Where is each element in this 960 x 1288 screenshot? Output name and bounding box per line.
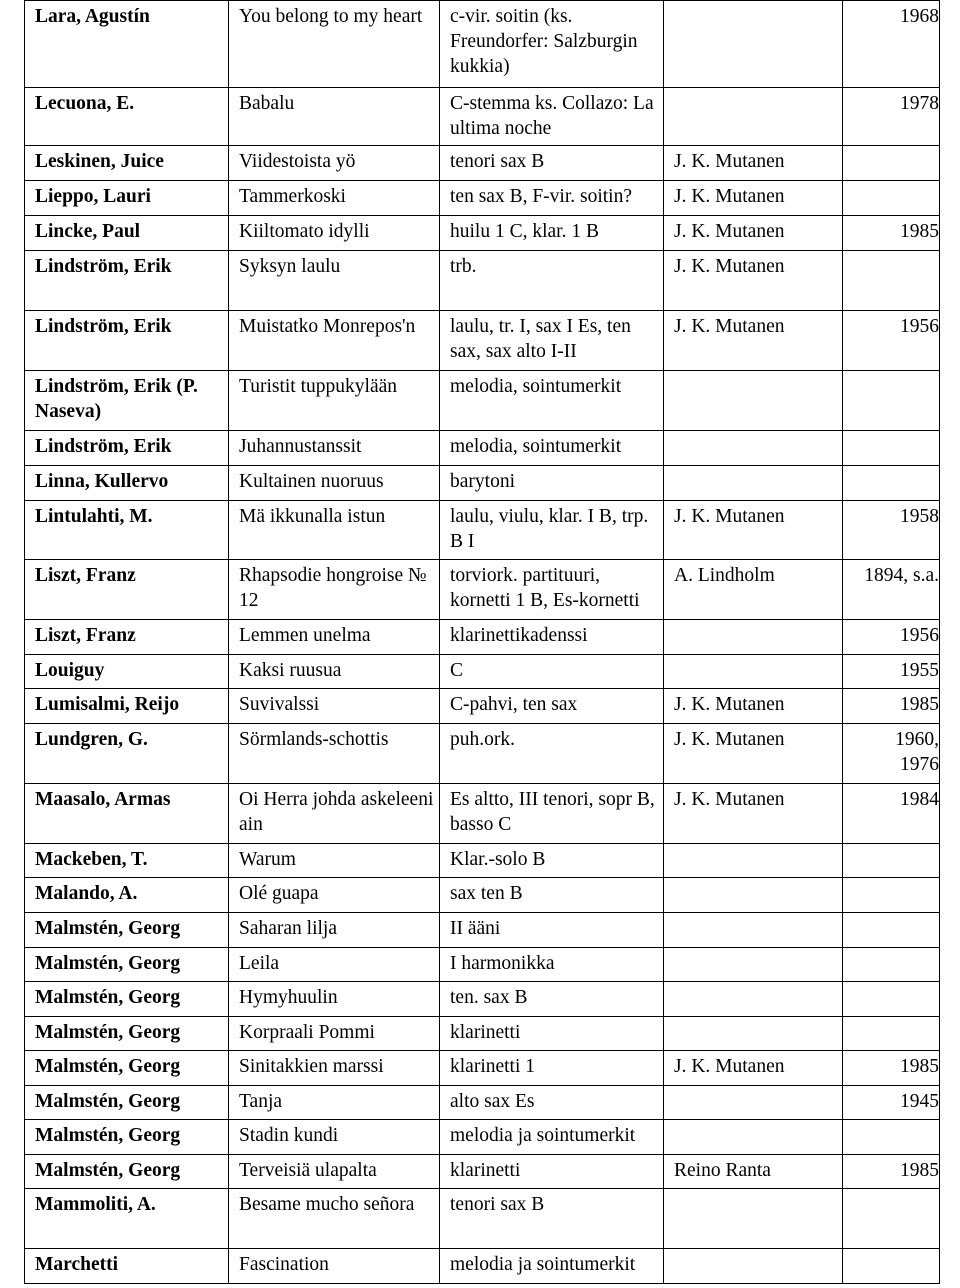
instrumentation-cell: melodia ja sointumerkit [440,1249,664,1284]
title-cell: Olé guapa [229,878,440,913]
composer-cell: Malmstén, Georg [25,1017,229,1051]
year-cell [843,1189,940,1249]
table-row [25,1189,940,1249]
title-cell: Sörmlands-schottis [229,724,440,784]
arranger-cell [664,1017,843,1051]
arranger-cell [664,620,843,655]
title-cell: Terveisiä ulapalta [229,1155,440,1189]
year-cell: 1958 [843,501,940,560]
title-cell: Warum [229,844,440,878]
instrumentation-cell: klarinetti 1 [440,1051,664,1086]
composer-cell: Marchetti [25,1249,229,1284]
year-cell: 1978 [843,88,940,146]
year-cell: 1956 [843,620,940,655]
composer-cell: Leskinen, Juice [25,146,229,181]
instrumentation-cell: c-vir. soitin (ks. Freundorfer: Salzburgin kukkia) [440,1,664,88]
year-cell: 1985 [843,1051,940,1086]
table-row [25,88,940,146]
arranger-cell [664,88,843,146]
arranger-cell [664,913,843,948]
arranger-cell [664,655,843,689]
table-row [25,1051,940,1086]
instrumentation-cell: klarinettikadenssi [440,620,664,655]
title-cell: Tanja [229,1086,440,1120]
arranger-cell [664,844,843,878]
table-row [25,1086,940,1120]
table-row [25,431,940,466]
composer-cell: Malmstén, Georg [25,1086,229,1120]
instrumentation-cell: I harmonikka [440,948,664,982]
table-row [25,1120,940,1155]
table-row [25,784,940,844]
composer-cell: Lindström, Erik [25,431,229,466]
table-row [25,1249,940,1284]
table-row [25,982,940,1017]
year-cell: 1984 [843,784,940,844]
composer-cell: Malmstén, Georg [25,913,229,948]
title-cell: Syksyn laulu [229,251,440,311]
instrumentation-cell: huilu 1 C, klar. 1 B [440,216,664,251]
title-cell: Kaksi ruusua [229,655,440,689]
arranger-cell: J. K. Mutanen [664,251,843,311]
title-cell: Juhannustanssit [229,431,440,466]
year-cell [843,251,940,311]
table-row [25,1155,940,1189]
year-cell: 1968 [843,1,940,88]
title-cell: Turistit tuppukylään [229,371,440,431]
arranger-cell: A. Lindholm [664,560,843,620]
composer-cell: Lara, Agustín [25,1,229,88]
composer-cell: Lincke, Paul [25,216,229,251]
sheet-music-catalog-table [24,0,940,1284]
title-cell: Fascination [229,1249,440,1284]
title-cell: Besame mucho señora [229,1189,440,1249]
title-cell: Sinitakkien marssi [229,1051,440,1086]
table-row [25,501,940,560]
title-cell: Muistatko Monrepos'n [229,311,440,371]
instrumentation-cell: klarinetti [440,1155,664,1189]
composer-cell: Linna, Kullervo [25,466,229,501]
table-row [25,689,940,724]
arranger-cell [664,431,843,466]
table-row [25,878,940,913]
table-row [25,466,940,501]
table-row [25,251,940,311]
instrumentation-cell: melodia ja sointumerkit [440,1120,664,1155]
arranger-cell [664,982,843,1017]
composer-cell: Mammoliti, A. [25,1189,229,1249]
arranger-cell: J. K. Mutanen [664,724,843,784]
instrumentation-cell: ten. sax B [440,982,664,1017]
arranger-cell [664,1086,843,1120]
arranger-cell [664,1,843,88]
year-cell [843,146,940,181]
instrumentation-cell: laulu, tr. I, sax I Es, ten sax, sax alto I-II [440,311,664,371]
title-cell: Babalu [229,88,440,146]
arranger-cell [664,878,843,913]
title-cell: Kiiltomato idylli [229,216,440,251]
table-row [25,1017,940,1051]
title-cell: Rhapsodie hongroise № 12 [229,560,440,620]
arranger-cell: J. K. Mutanen [664,1051,843,1086]
composer-cell: Malmstén, Georg [25,1155,229,1189]
arranger-cell: J. K. Mutanen [664,501,843,560]
table-row [25,371,940,431]
composer-cell: Liszt, Franz [25,560,229,620]
year-cell: 1985 [843,1155,940,1189]
instrumentation-cell: alto sax Es [440,1086,664,1120]
instrumentation-cell: tenori sax B [440,1189,664,1249]
composer-cell: Lundgren, G. [25,724,229,784]
instrumentation-cell: puh.ork. [440,724,664,784]
arranger-cell [664,1189,843,1249]
title-cell: Korpraali Pommi [229,1017,440,1051]
year-cell [843,913,940,948]
year-cell: 1955 [843,655,940,689]
year-cell [843,982,940,1017]
instrumentation-cell: tenori sax B [440,146,664,181]
arranger-cell: J. K. Mutanen [664,784,843,844]
instrumentation-cell: melodia, sointumerkit [440,431,664,466]
table-row [25,560,940,620]
instrumentation-cell: laulu, viulu, klar. I B, trp. B I [440,501,664,560]
instrumentation-cell: barytoni [440,466,664,501]
composer-cell: Liszt, Franz [25,620,229,655]
arranger-cell: J. K. Mutanen [664,689,843,724]
table-row [25,655,940,689]
instrumentation-cell: Es altto, III tenori, sopr B, basso C [440,784,664,844]
catalog-table-body [25,1,940,1284]
table-row [25,311,940,371]
instrumentation-cell: II ääni [440,913,664,948]
instrumentation-cell: trb. [440,251,664,311]
year-cell: 1956 [843,311,940,371]
instrumentation-cell: melodia, sointumerkit [440,371,664,431]
instrumentation-cell: Klar.-solo B [440,844,664,878]
title-cell: Suvivalssi [229,689,440,724]
instrumentation-cell: sax ten B [440,878,664,913]
title-cell: Kultainen nuoruus [229,466,440,501]
title-cell: Lemmen unelma [229,620,440,655]
composer-cell: Malmstén, Georg [25,1120,229,1155]
arranger-cell: J. K. Mutanen [664,181,843,216]
composer-cell: Lindström, Erik (P. Naseva) [25,371,229,431]
composer-cell: Lindström, Erik [25,311,229,371]
table-row [25,913,940,948]
title-cell: You belong to my heart [229,1,440,88]
arranger-cell [664,1249,843,1284]
title-cell: Mä ikkunalla istun [229,501,440,560]
title-cell: Viidestoista yö [229,146,440,181]
instrumentation-cell: klarinetti [440,1017,664,1051]
composer-cell: Malmstén, Georg [25,948,229,982]
table-row [25,216,940,251]
title-cell: Hymyhuulin [229,982,440,1017]
year-cell: 1960, 1976 [843,724,940,784]
composer-cell: Malmstén, Georg [25,1051,229,1086]
year-cell [843,844,940,878]
year-cell: 1894, s.a. [843,560,940,620]
composer-cell: Lieppo, Lauri [25,181,229,216]
composer-cell: Lumisalmi, Reijo [25,689,229,724]
year-cell [843,1249,940,1284]
arranger-cell [664,948,843,982]
year-cell [843,1120,940,1155]
table-row [25,844,940,878]
table-row [25,1,940,88]
table-row [25,181,940,216]
instrumentation-cell: C [440,655,664,689]
year-cell: 1945 [843,1086,940,1120]
title-cell: Leila [229,948,440,982]
year-cell: 1985 [843,689,940,724]
table-row [25,948,940,982]
arranger-cell [664,466,843,501]
instrumentation-cell: torviork. partituuri, kornetti 1 B, Es-kornetti [440,560,664,620]
table-row [25,620,940,655]
year-cell [843,466,940,501]
title-cell: Stadin kundi [229,1120,440,1155]
year-cell [843,948,940,982]
instrumentation-cell: ten sax B, F-vir. soitin? [440,181,664,216]
year-cell [843,1017,940,1051]
title-cell: Oi Herra johda askeleeni ain [229,784,440,844]
composer-cell: Louiguy [25,655,229,689]
composer-cell: Lindström, Erik [25,251,229,311]
title-cell: Saharan lilja [229,913,440,948]
instrumentation-cell: C-pahvi, ten sax [440,689,664,724]
year-cell [843,878,940,913]
instrumentation-cell: C-stemma ks. Collazo: La ultima noche [440,88,664,146]
arranger-cell: J. K. Mutanen [664,146,843,181]
table-row [25,724,940,784]
table-row [25,146,940,181]
composer-cell: Mackeben, T. [25,844,229,878]
arranger-cell [664,371,843,431]
composer-cell: Malando, A. [25,878,229,913]
year-cell: 1985 [843,216,940,251]
year-cell [843,371,940,431]
arranger-cell: J. K. Mutanen [664,311,843,371]
year-cell [843,431,940,466]
arranger-cell [664,1120,843,1155]
composer-cell: Lintulahti, M. [25,501,229,560]
arranger-cell: Reino Ranta [664,1155,843,1189]
composer-cell: Maasalo, Armas [25,784,229,844]
composer-cell: Malmstén, Georg [25,982,229,1017]
year-cell [843,181,940,216]
arranger-cell: J. K. Mutanen [664,216,843,251]
title-cell: Tammerkoski [229,181,440,216]
composer-cell: Lecuona, E. [25,88,229,146]
